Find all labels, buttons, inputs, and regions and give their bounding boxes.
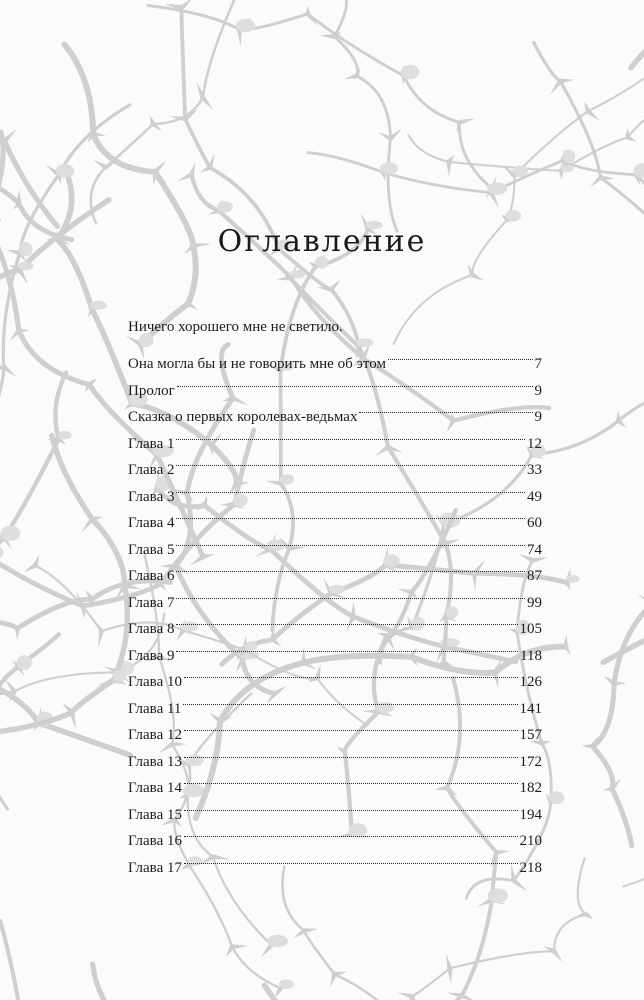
toc-entry-page: 118 bbox=[520, 647, 542, 664]
toc-entry-label: Глава 8 bbox=[128, 621, 175, 637]
thorn-bud bbox=[549, 791, 564, 804]
toc-entry-page: 210 bbox=[519, 833, 542, 849]
toc-entry-label: Глава 2 bbox=[128, 462, 175, 478]
thorn-spike bbox=[559, 171, 564, 180]
thorn-bud bbox=[505, 210, 521, 222]
toc-entry-label: Глава 6 bbox=[128, 568, 175, 584]
thorn-spike bbox=[574, 912, 587, 918]
thorn-spike bbox=[93, 159, 107, 169]
dot-leader bbox=[176, 571, 525, 599]
thorn-vine bbox=[0, 456, 8, 809]
thorn-spike bbox=[446, 954, 452, 969]
thorn-vine bbox=[0, 82, 57, 227]
thorn-bud bbox=[488, 888, 508, 902]
toc-entry-label: Пролог bbox=[128, 382, 175, 399]
toc-entry-label: Глава 7 bbox=[128, 594, 175, 611]
toc-entry-label: Глава 3 bbox=[128, 488, 175, 505]
dot-leader bbox=[184, 783, 518, 811]
thorn-vine bbox=[593, 533, 644, 846]
thorn-vine bbox=[0, 634, 59, 954]
toc-entry-label: Сказка о первых королевах-ведьмах bbox=[128, 409, 358, 425]
toc-entry-label: Глава 12 bbox=[128, 727, 182, 743]
thorn-bud bbox=[236, 19, 255, 32]
dot-leader bbox=[176, 492, 525, 520]
toc-entry-page: 141 bbox=[519, 700, 542, 717]
thorn-bud bbox=[55, 164, 74, 178]
toc-entry-page: 99 bbox=[527, 594, 542, 611]
thorn-bud bbox=[0, 546, 4, 560]
thorn-bud bbox=[0, 526, 20, 541]
dot-leader bbox=[184, 730, 518, 758]
toc-entry-page: 182 bbox=[519, 780, 542, 796]
toc-entry-page: 49 bbox=[527, 488, 542, 505]
thorn-spike bbox=[560, 79, 574, 84]
thorn-spike bbox=[17, 189, 22, 203]
dot-leader bbox=[184, 757, 518, 785]
dot-leader bbox=[176, 545, 525, 573]
toc-entry-page: 9 bbox=[534, 382, 542, 399]
thorn-spike bbox=[208, 154, 215, 169]
thorn-vine bbox=[65, 45, 196, 344]
thorn-spike bbox=[33, 555, 39, 567]
thorn-spike bbox=[614, 681, 626, 686]
thorn-vine bbox=[282, 867, 557, 1000]
thorn-spike bbox=[237, 29, 242, 46]
thorn-vine bbox=[181, 8, 360, 352]
toc-entry-page: 218 bbox=[519, 859, 542, 876]
toc-entry-page: 172 bbox=[519, 753, 542, 770]
thorn-spike bbox=[563, 635, 568, 647]
thorn-vine bbox=[603, 594, 644, 671]
thorn-vine bbox=[534, 43, 644, 343]
thorn-spike bbox=[304, 928, 318, 933]
toc-entry-page: 33 bbox=[527, 462, 542, 478]
thorn-spike bbox=[398, 992, 413, 999]
thorn-spike bbox=[189, 163, 195, 176]
dot-leader bbox=[176, 624, 518, 652]
dot-leader bbox=[184, 651, 518, 679]
toc-entry-page: 74 bbox=[527, 541, 542, 558]
thorn-spike bbox=[447, 993, 462, 999]
thorn-vine bbox=[148, 6, 492, 189]
toc-entry-page: 157 bbox=[519, 727, 542, 743]
thorn-spike bbox=[590, 176, 602, 187]
dot-leader bbox=[388, 333, 533, 361]
toc-entry-label: Глава 14 bbox=[128, 780, 182, 796]
toc-entry-label: Глава 9 bbox=[128, 647, 175, 664]
dot-leader bbox=[184, 836, 518, 864]
thorn-bud bbox=[380, 162, 398, 174]
thorn-bud bbox=[567, 575, 580, 583]
thorn-bud bbox=[267, 935, 288, 947]
thorn-bud bbox=[563, 150, 576, 163]
thorn-spike bbox=[82, 517, 95, 532]
thorn-spike bbox=[638, 594, 644, 606]
thorn-spike bbox=[3, 129, 17, 144]
thorn-spike bbox=[471, 273, 484, 281]
thorn-bud bbox=[17, 655, 32, 670]
toc-entry-label: Глава 5 bbox=[128, 541, 175, 558]
dot-leader bbox=[176, 465, 525, 493]
thorn-bud bbox=[58, 431, 72, 439]
toc-entry-label: Ничего хорошего мне не светило. bbox=[128, 319, 343, 335]
dot-leader bbox=[176, 518, 525, 546]
toc-entry-page: 105 bbox=[519, 621, 542, 637]
toc-entry-label: Она могла бы и не говорить мне об этом bbox=[128, 356, 386, 372]
table-of-contents bbox=[128, 314, 542, 876]
toc-entry-page: 12 bbox=[527, 435, 542, 452]
toc-entry-page: 9 bbox=[534, 409, 542, 425]
thorn-spike bbox=[461, 993, 475, 1000]
toc-entry-label: Глава 13 bbox=[128, 753, 182, 770]
thorn-bud bbox=[279, 979, 294, 989]
thorn-spike bbox=[320, 34, 335, 39]
thorn-bud bbox=[18, 262, 34, 271]
thorn-spike bbox=[446, 162, 451, 177]
thorn-vine bbox=[409, 42, 644, 170]
thorn-spike bbox=[587, 109, 600, 121]
thorn-spike bbox=[153, 160, 167, 174]
thorn-spike bbox=[550, 80, 562, 96]
thorn-spike bbox=[180, 0, 194, 10]
dot-leader bbox=[176, 412, 525, 440]
thorn-spike bbox=[317, 287, 332, 292]
thorn-spike bbox=[541, 741, 550, 746]
thorn-bud bbox=[401, 65, 419, 80]
thorn-spike bbox=[601, 175, 615, 180]
thorn-vine bbox=[0, 86, 72, 240]
toc-entry-label: Глава 10 bbox=[128, 674, 182, 690]
toc-entry-page: 126 bbox=[519, 674, 542, 690]
toc-entry-page: 7 bbox=[534, 356, 542, 372]
toc-entry-label: Глава 4 bbox=[128, 515, 175, 531]
thorn-spike bbox=[447, 968, 452, 984]
page-title: Оглавление bbox=[217, 224, 427, 259]
thorn-vine bbox=[93, 964, 262, 1000]
toc-entry-page: 60 bbox=[527, 515, 542, 531]
thorn-spike bbox=[201, 96, 214, 110]
dot-leader bbox=[177, 359, 533, 387]
thorn-spike bbox=[232, 944, 248, 949]
toc-entry-label: Глава 17 bbox=[128, 859, 182, 876]
dot-leader bbox=[359, 386, 532, 414]
toc-entry-label: Глава 11 bbox=[128, 700, 182, 717]
thorn-vine bbox=[91, 0, 256, 223]
thorn-bud bbox=[90, 301, 107, 310]
dot-leader bbox=[184, 810, 518, 838]
dot-leader bbox=[176, 598, 517, 626]
thorn-vine bbox=[0, 921, 21, 1000]
toc-entry-page: 194 bbox=[519, 806, 542, 823]
dot-leader bbox=[183, 677, 517, 705]
thorn-vine bbox=[334, 0, 408, 231]
thorn-vine bbox=[394, 51, 644, 345]
thorn-spike bbox=[293, 929, 306, 939]
toc-entry-page: 87 bbox=[527, 568, 542, 584]
thorn-spike bbox=[330, 974, 337, 988]
thorn-spike bbox=[70, 712, 77, 730]
thorn-bud bbox=[217, 201, 233, 212]
thorn-bud bbox=[113, 670, 127, 682]
thorn-bud bbox=[487, 182, 507, 195]
toc-entry-label: Глава 16 bbox=[128, 833, 182, 849]
toc-entry-label: Глава 15 bbox=[128, 806, 182, 823]
thorn-spike bbox=[98, 631, 104, 648]
thorn-spike bbox=[93, 132, 106, 137]
toc-entry-label: Глава 1 bbox=[128, 435, 175, 452]
dot-leader bbox=[184, 704, 518, 732]
dot-leader bbox=[176, 439, 525, 467]
toc-entry[interactable] bbox=[128, 844, 542, 876]
